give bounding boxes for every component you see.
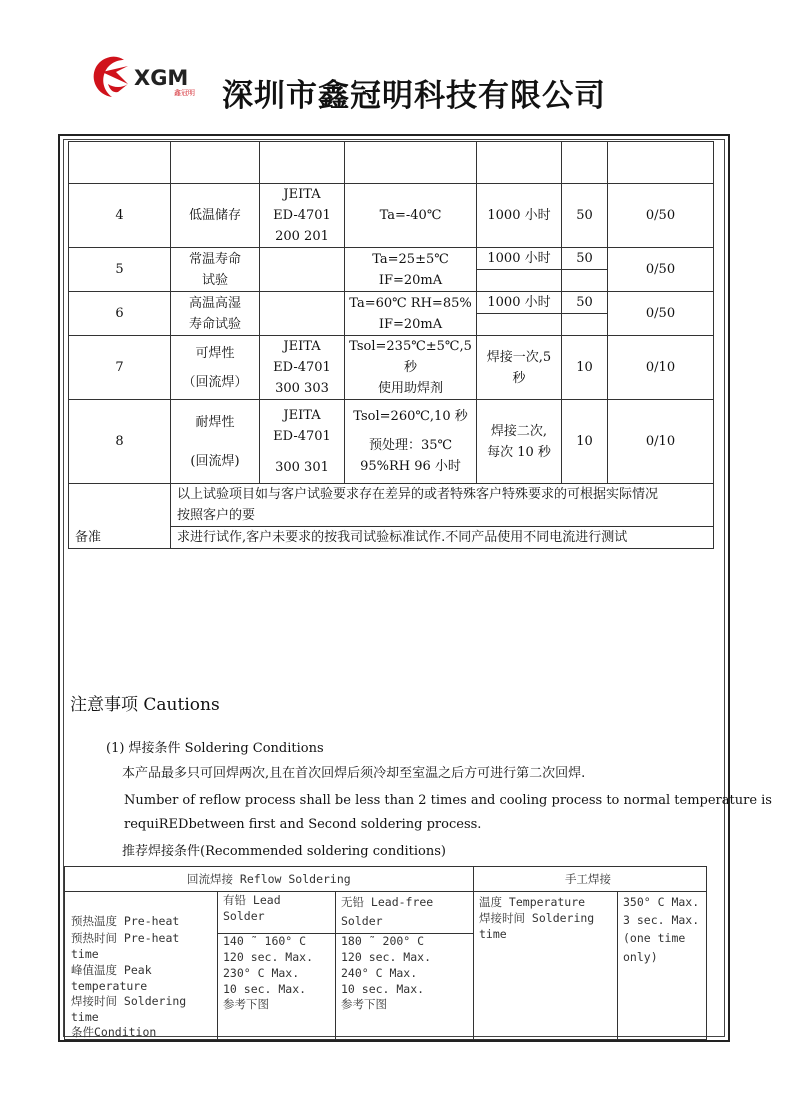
leadfree-value: 120 sec. Max. (341, 950, 432, 964)
table-row (69, 400, 714, 484)
company-logo (88, 54, 218, 100)
label-preheat-time: 预热时间 Pre-heat (71, 931, 180, 945)
remarks-text: 以上试验项目如与客户试验要求存在差异的或者特殊客户特殊要求的可根据实际情况 按照客户的要 (171, 484, 714, 527)
table-row (69, 248, 714, 270)
table-row (69, 292, 714, 314)
logo-mark-icon (94, 57, 128, 97)
lead-header: 有铅 Lead (223, 893, 281, 907)
cautions-title: 注意事项 Cautions (70, 695, 220, 715)
test-standard: JEITA ED-4701 300 303 (260, 336, 345, 400)
sample-qty: 50 (562, 248, 608, 270)
sample-qty: 10 (562, 336, 608, 400)
test-condition: Tsol=260℃,10 秒 预处理：35℃ 95%RH 96 小时 (345, 400, 477, 484)
svg-text:XGM: XGM (134, 66, 189, 90)
test-item: 耐焊性 (回流焊) (171, 400, 260, 484)
sample-qty: 10 (562, 400, 608, 484)
reflow-note-cn: 本产品最多只可回焊两次,且在首次回焊后须冷却至室温之后方可进行第二次回焊. (122, 766, 586, 781)
svg-text:鑫冠明: 鑫冠明 (174, 89, 195, 97)
recommended-conditions-label: 推荐焊接条件(Recommended soldering conditions) (122, 844, 447, 859)
remarks-label: 备准 (69, 484, 171, 549)
soldering-table (64, 866, 707, 1040)
manual-value: (one time (623, 931, 686, 945)
test-duration: 1000 小时 (477, 184, 562, 248)
test-result: 0/50 (608, 184, 714, 248)
manual-value: 3 sec. Max. (623, 913, 700, 927)
label-preheat-temp: 预热温度 Pre-heat (71, 914, 180, 928)
lead-value: 120 sec. Max. (223, 950, 314, 964)
test-result: 0/50 (608, 248, 714, 292)
section-soldering-conditions: (1) 焊接条件 Soldering Conditions (106, 741, 324, 756)
reflow-header: 回流焊接 Reflow Soldering (187, 872, 351, 886)
remarks-text-2: 求进行试作,客户未要求的按我司试验标准试作.不同产品使用不同电流进行测试 (171, 527, 714, 549)
test-result: 0/50 (608, 292, 714, 336)
test-number: 5 (69, 248, 171, 292)
test-standard: JEITA ED-4701 300 301 (260, 400, 345, 484)
test-standard (260, 292, 345, 336)
test-result: 0/10 (608, 336, 714, 400)
leadfree-value: 10 sec. Max. (341, 982, 425, 996)
manual-label: time (479, 927, 507, 941)
table-header-row (69, 142, 714, 184)
leadfree-value: 180 ˜ 200° C (341, 934, 425, 948)
test-duration: 1000 小时 (477, 292, 562, 314)
label-soldering-time-2: time (71, 1010, 99, 1024)
test-condition: Ta=60℃ RH=85% IF=20mA (345, 292, 477, 336)
sample-qty: 50 (562, 184, 608, 248)
lead-value: 参考下图 (223, 997, 269, 1011)
label-preheat-time-2: time (71, 947, 99, 961)
reflow-note-en-2: requiREDbetween first and Second soldering process. (124, 817, 482, 832)
manual-header: 手工焊接 (565, 872, 611, 886)
test-item: 常温寿命 试验 (171, 248, 260, 292)
test-item: 高温高湿 寿命试验 (171, 292, 260, 336)
sample-qty: 50 (562, 292, 608, 314)
test-item: 可焊性 （回流焊） (171, 336, 260, 400)
test-number: 4 (69, 184, 171, 248)
test-result: 0/10 (608, 400, 714, 484)
test-item: 低温储存 (171, 184, 260, 248)
lead-value: 10 sec. Max. (223, 982, 307, 996)
label-peak-temp-2: temperature (71, 979, 148, 993)
manual-value: 350° C Max. (623, 895, 700, 909)
reliability-test-table (68, 141, 714, 549)
manual-label: 温度 Temperature (479, 895, 586, 909)
reflow-note-en-1: Number of reflow process shall be less than 2 times and cooling process to normal temperature is (124, 793, 772, 808)
leadfree-value: 240° C Max. (341, 966, 418, 980)
test-number: 8 (69, 400, 171, 484)
company-name: 深圳市鑫冠明科技有限公司 (222, 78, 606, 114)
label-soldering-time: 焊接时间 Soldering (71, 994, 187, 1008)
leadfree-value: 参考下图 (341, 997, 387, 1011)
test-duration: 1000 小时 (477, 248, 562, 270)
label-peak-temp: 峰值温度 Peak (71, 963, 152, 977)
manual-label: 焊接时间 Soldering (479, 911, 595, 925)
test-condition: Tsol=235℃±5℃,5 秒 使用助焊剂 (345, 336, 477, 400)
lead-header-2: Solder (223, 909, 265, 923)
manual-value: only) (623, 950, 658, 964)
test-number: 6 (69, 292, 171, 336)
label-condition: 条件Condition (71, 1025, 157, 1039)
test-condition: Ta=25±5℃ IF=20mA (345, 248, 477, 292)
table-row (69, 336, 714, 400)
leadfree-header: 无铅 Lead-free (341, 895, 434, 909)
table-row (69, 184, 714, 248)
test-standard (260, 248, 345, 292)
test-standard: JEITA ED-4701 200 201 (260, 184, 345, 248)
test-duration: 焊接二次, 每次 10 秒 (477, 400, 562, 484)
lead-value: 140 ˜ 160° C (223, 934, 307, 948)
leadfree-header-2: Solder (341, 914, 383, 928)
lead-value: 230° C Max. (223, 966, 300, 980)
test-duration: 焊接一次,5 秒 (477, 336, 562, 400)
test-number: 7 (69, 336, 171, 400)
test-condition: Ta=-40℃ (345, 184, 477, 248)
